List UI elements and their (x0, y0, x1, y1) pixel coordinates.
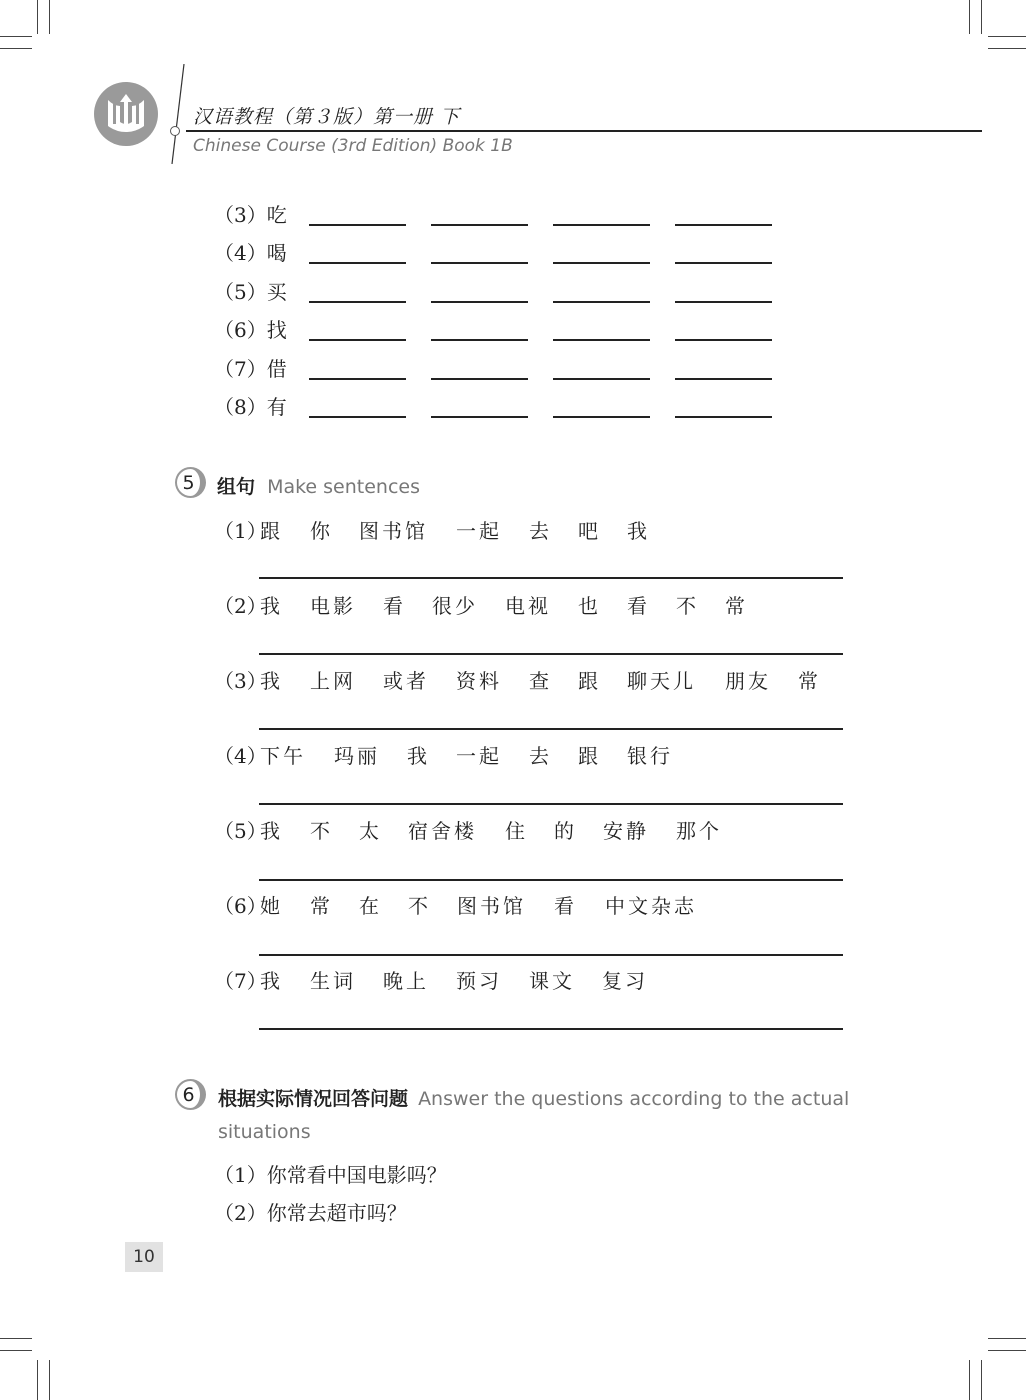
section-6-title-chinese: 根据实际情况回答问题 (218, 1088, 409, 1110)
section-5-title (217, 472, 420, 499)
item-number: （4） (214, 744, 267, 768)
word-chip: 看 (627, 594, 650, 618)
crop-mark (37, 0, 38, 34)
section-6-title-english: Answer the questions according to the actual (418, 1088, 850, 1110)
crop-mark (988, 1350, 1026, 1351)
fill-in-label: （8）有 (214, 395, 287, 419)
word-chip: 玛丽 (334, 744, 380, 768)
crop-mark (988, 1338, 1026, 1339)
question-text: 你常看中国电影吗？ (266, 1163, 447, 1187)
word-chip: 跟 (578, 669, 601, 693)
answer-line[interactable] (259, 803, 843, 805)
section-5-title-chinese: 组句 (217, 476, 256, 498)
book-title-chinese: 汉语教程（第３版）第一册 下 (193, 106, 461, 128)
word-chip: 或者 (383, 669, 429, 693)
word-chip: 我 (260, 669, 283, 693)
blank-line[interactable] (675, 301, 772, 303)
word-chip: 电视 (505, 594, 551, 618)
word-chip: 一起 (456, 744, 502, 768)
crop-mark (49, 0, 50, 34)
item-number: （1） (214, 519, 267, 543)
answer-line[interactable] (259, 728, 843, 730)
answer-line[interactable] (259, 954, 843, 956)
crop-mark (0, 48, 32, 49)
header-dot (170, 126, 180, 136)
crop-mark (0, 36, 32, 37)
word-chip: 我 (260, 969, 283, 993)
crop-mark (988, 36, 1026, 37)
blank-line[interactable] (431, 262, 528, 264)
publisher-logo-icon (94, 82, 158, 146)
word-chip: 跟 (578, 744, 601, 768)
blank-line[interactable] (309, 262, 406, 264)
fill-in-label: （4）喝 (214, 241, 287, 265)
blank-line[interactable] (553, 378, 650, 380)
blank-line[interactable] (309, 416, 406, 418)
crop-mark (969, 0, 970, 34)
crop-mark (981, 1360, 982, 1400)
word-chip: 常 (310, 894, 333, 918)
word-chip: 查 (529, 669, 552, 693)
fill-in-label: （6）找 (214, 318, 287, 342)
blank-line[interactable] (553, 224, 650, 226)
word-chip: 一起 (456, 519, 502, 543)
item-number: （2） (214, 594, 267, 618)
word-chip: 安静 (603, 819, 649, 843)
word-chip: 不 (408, 894, 431, 918)
word-chip: 你 (310, 519, 333, 543)
blank-line[interactable] (431, 224, 528, 226)
word-chip: 上网 (310, 669, 356, 693)
word-chip: 朋友 (725, 669, 771, 693)
blank-line[interactable] (309, 224, 406, 226)
blank-line[interactable] (675, 262, 772, 264)
answer-line[interactable] (259, 879, 843, 881)
word-chip: 晚上 (383, 969, 429, 993)
word-chip: 复习 (602, 969, 648, 993)
item-number: （1） (214, 1163, 267, 1187)
word-chip: 聊天儿 (627, 669, 696, 693)
word-chip: 看 (554, 894, 577, 918)
section-5-number-badge: 5 (175, 467, 206, 498)
word-chip: 那个 (676, 819, 722, 843)
page-number: 10 (125, 1242, 163, 1272)
word-chip: 也 (578, 594, 601, 618)
blank-line[interactable] (309, 378, 406, 380)
word-chip: 跟 (260, 519, 283, 543)
word-chip: 她 (260, 894, 283, 918)
answer-line[interactable] (259, 577, 843, 579)
header-rule (186, 130, 982, 132)
word-chip: 中文杂志 (605, 894, 697, 918)
fill-in-label: （5）买 (214, 280, 287, 304)
blank-line[interactable] (431, 416, 528, 418)
word-chip: 图书馆 (359, 519, 428, 543)
crop-mark (988, 48, 1026, 49)
item-number: （5） (214, 819, 267, 843)
question-item (214, 1159, 447, 1188)
word-chip: 去 (529, 744, 552, 768)
question-item (214, 1197, 407, 1226)
blank-line[interactable] (675, 416, 772, 418)
blank-line[interactable] (553, 339, 650, 341)
section-6-title-english-continued: situations (218, 1121, 311, 1143)
word-chip: 电影 (310, 594, 356, 618)
word-chip: 常 (725, 594, 748, 618)
section-6-title (218, 1083, 858, 1149)
crop-mark (981, 0, 982, 34)
crop-mark (49, 1360, 50, 1400)
crop-mark (969, 1360, 970, 1400)
word-chip: 预习 (456, 969, 502, 993)
blank-line[interactable] (675, 224, 772, 226)
blank-line[interactable] (431, 378, 528, 380)
fill-in-label: （3）吃 (214, 203, 287, 227)
fill-in-label: （7）借 (214, 357, 287, 381)
blank-line[interactable] (431, 339, 528, 341)
word-chip: 去 (529, 519, 552, 543)
word-chip: 太 (359, 819, 382, 843)
word-chip: 我 (407, 744, 430, 768)
item-number: （6） (214, 894, 267, 918)
crop-mark (0, 1338, 32, 1339)
word-chip: 吧 (578, 519, 601, 543)
item-number: （2） (214, 1201, 267, 1225)
blank-line[interactable] (309, 301, 406, 303)
word-chip: 宿舍楼 (408, 819, 477, 843)
blank-line[interactable] (675, 378, 772, 380)
crop-mark (37, 1360, 38, 1400)
word-chip: 我 (260, 594, 283, 618)
word-chip: 看 (383, 594, 406, 618)
word-chip: 的 (554, 819, 577, 843)
book-title-english: Chinese Course (3rd Edition) Book 1B (193, 136, 513, 156)
answer-line[interactable] (259, 653, 843, 655)
blank-line[interactable] (675, 339, 772, 341)
blank-line[interactable] (309, 339, 406, 341)
word-chip: 很少 (432, 594, 478, 618)
word-chip: 常 (798, 669, 821, 693)
word-chip: 我 (260, 819, 283, 843)
section-6-number-badge: 6 (175, 1079, 206, 1110)
word-chip: 资料 (456, 669, 502, 693)
blank-line[interactable] (553, 416, 650, 418)
crop-mark (0, 1350, 32, 1351)
word-chip: 图书馆 (457, 894, 526, 918)
section-5-title-english: Make sentences (267, 476, 420, 498)
item-number: （7） (214, 969, 267, 993)
blank-line[interactable] (431, 301, 528, 303)
header-divider (171, 64, 185, 164)
word-chip: 课文 (529, 969, 575, 993)
answer-line[interactable] (259, 1028, 843, 1030)
word-chip: 不 (310, 819, 333, 843)
word-chip: 住 (505, 819, 528, 843)
blank-line[interactable] (553, 262, 650, 264)
word-chip: 在 (359, 894, 382, 918)
word-chip: 生词 (310, 969, 356, 993)
blank-line[interactable] (553, 301, 650, 303)
word-chip: 不 (676, 594, 699, 618)
word-chip: 银行 (627, 744, 673, 768)
question-text: 你常去超市吗？ (266, 1201, 407, 1225)
item-number: （3） (214, 669, 267, 693)
word-chip: 我 (627, 519, 650, 543)
word-chip: 下午 (260, 744, 306, 768)
